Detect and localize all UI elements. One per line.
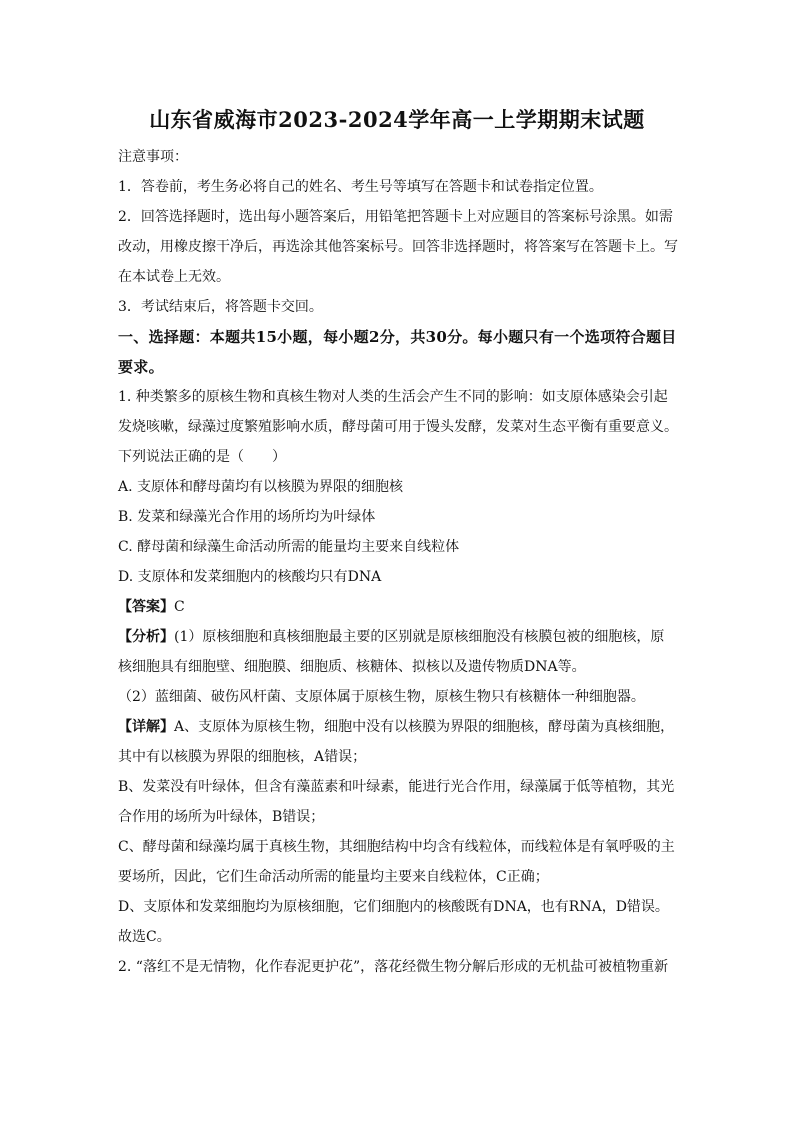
question-1-option-b: B. 发菜和绿藻光合作用的场所均为叶绿体 bbox=[118, 509, 376, 525]
answer-line bbox=[118, 592, 678, 622]
conclusion-line: 故选C。 bbox=[118, 929, 171, 945]
detail-tag: 【详解】 bbox=[118, 719, 174, 735]
analysis-tag: 【分析】 bbox=[118, 629, 174, 645]
question-1-stem: 1. 种类繁多的原核生物和真核生物对人类的生活会产生不同的影响：如支原体感染会引起发烧咳嗽，绿藻过度繁殖影响水质，酵母菌可用于馒头发酵，发菜对生态平衡有重要意义。下列说法正确的是（ ） bbox=[118, 389, 678, 465]
detail-text-a: A、支原体为原核生物，细胞中没有以核膜为界限的细胞核，酵母菌为真核细胞，其中有以核膜为界限的细胞核，A错误； bbox=[118, 719, 675, 765]
detail-line-d: D、支原体和发菜细胞均为原核细胞，它们细胞内的核酸既有DNA，也有RNA，D错误。 bbox=[118, 899, 669, 915]
question-1-option-a: A. 支原体和酵母菌均有以核膜为界限的细胞核 bbox=[118, 479, 404, 495]
analysis-text-1: (1）原核细胞和真核细胞最主要的区别就是原核细胞没有核膜包被的细胞核，原核细胞具有细胞壁、细胞膜、细胞质、核糖体、拟核以及遗传物质DNA等。 bbox=[118, 629, 665, 675]
question-1-option-d: D. 支原体和发菜细胞内的核酸均只有DNA bbox=[118, 569, 382, 585]
analysis-line-1 bbox=[118, 622, 678, 682]
detail-line-a bbox=[118, 712, 678, 772]
notice-item-3: 3．考试结束后，将答题卡交回。 bbox=[118, 299, 323, 315]
document-body bbox=[118, 142, 678, 982]
notice-heading: 注意事项： bbox=[118, 149, 188, 165]
notice-item-1: 1．答卷前，考生务必将自己的姓名、考生号等填写在答题卡和试卷指定位置。 bbox=[118, 179, 603, 195]
page-title: 山东省威海市2023-2024学年高一上学期期末试题 bbox=[149, 107, 645, 132]
detail-line-b: B、发菜没有叶绿体，但含有藻蓝素和叶绿素，能进行光合作用，绿藻属于低等植物，其光合作用的场所为叶绿体，B错误； bbox=[118, 779, 675, 825]
section-heading: 一、选择题：本题共15小题，每小题2分，共30分。每小题只有一个选项符合题目要求。 bbox=[118, 328, 677, 376]
detail-line-c: C、酵母菌和绿藻均属于真核生物，其细胞结构中均含有线粒体，而线粒体是有氧呼吸的主要场所，因此，它们生命活动所需的能量均主要来自线粒体，C正确； bbox=[118, 839, 675, 885]
answer-tag: 【答案】 bbox=[118, 599, 174, 615]
question-2-stem: 2. “落红不是无情物，化作春泥更护花”，落花经微生物分解后形成的无机盐可被植物重新 bbox=[118, 959, 669, 975]
notice-item-2: 2．回答选择题时，选出每小题答案后，用铅笔把答题卡上对应题目的答案标号涂黑。如需改动，用橡皮擦干净后，再选涂其他答案标号。回答非选择题时，将答案写在答题卡上。写在本试卷上无效。 bbox=[118, 209, 678, 285]
analysis-line-2: （2）蓝细菌、破伤风杆菌、支原体属于原核生物，原核生物只有核糖体一种细胞器。 bbox=[118, 689, 645, 705]
answer-value: C bbox=[174, 599, 185, 615]
question-1-option-c: C. 酵母菌和绿藻生命活动所需的能量均主要来自线粒体 bbox=[118, 539, 460, 555]
